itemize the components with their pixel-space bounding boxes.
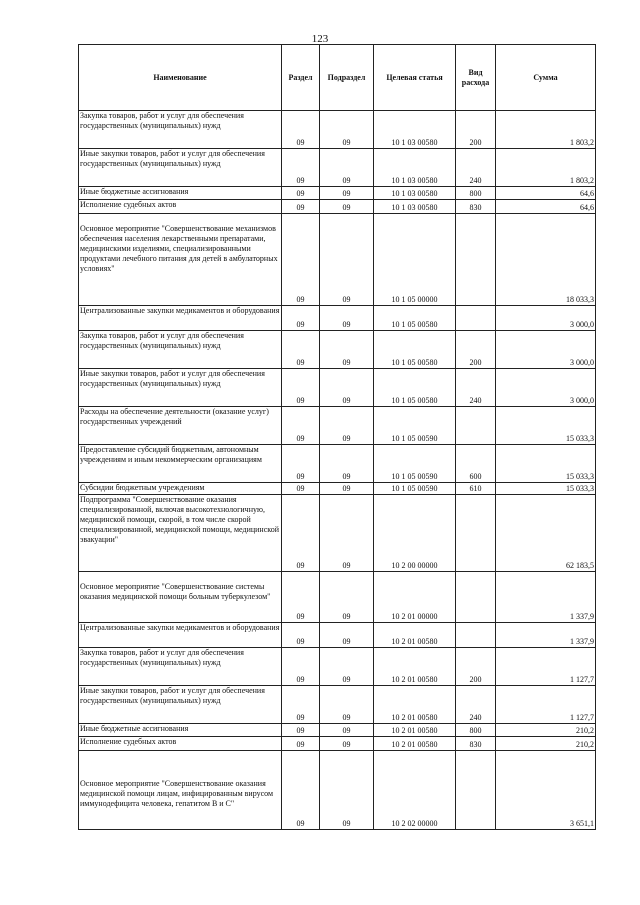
row-type — [456, 623, 496, 648]
header-section: Раздел — [282, 45, 320, 111]
row-target: 10 1 05 00580 — [374, 369, 456, 407]
row-target: 10 2 00 00000 — [374, 495, 456, 572]
row-type — [456, 306, 496, 331]
row-subsection: 09 — [320, 623, 374, 648]
row-section: 09 — [282, 187, 320, 200]
row-name-text: Иные бюджетные ассигнования — [80, 187, 189, 196]
budget-table — [78, 44, 596, 830]
row-section: 09 — [282, 724, 320, 737]
table-row — [79, 483, 596, 495]
row-subsection: 09 — [320, 737, 374, 751]
row-sum: 64,6 — [496, 200, 596, 214]
row-name-text: Закупка товаров, работ и услуг для обеспечения государственных (муниципальных) нужд — [80, 111, 244, 130]
row-section: 09 — [282, 751, 320, 830]
row-name — [79, 686, 282, 724]
row-name — [79, 149, 282, 187]
row-type: 800 — [456, 724, 496, 737]
row-section: 09 — [282, 200, 320, 214]
table-row — [79, 149, 596, 187]
row-name-text: Исполнение судебных актов — [80, 200, 177, 209]
row-section: 09 — [282, 306, 320, 331]
row-target: 10 2 01 00580 — [374, 737, 456, 751]
row-target: 10 1 05 00580 — [374, 306, 456, 331]
row-subsection: 09 — [320, 445, 374, 483]
row-sum: 1 803,2 — [496, 111, 596, 149]
row-name-text: Подпрограмма "Совершенствование оказания специализированной, включая высокотехнологичную, медицинской помощи, скорой, в том числе скорой специализированной, медицинской помощи, медицинской эвакуации" — [80, 495, 280, 544]
row-sum: 1 127,7 — [496, 686, 596, 724]
row-type — [456, 407, 496, 445]
row-sum: 15 033,3 — [496, 407, 596, 445]
row-type: 200 — [456, 111, 496, 149]
row-sum: 64,6 — [496, 187, 596, 200]
row-sum: 1 337,9 — [496, 572, 596, 623]
row-name — [79, 737, 282, 751]
row-name — [79, 214, 282, 306]
row-target: 10 1 03 00580 — [374, 111, 456, 149]
row-sum: 15 033,3 — [496, 445, 596, 483]
page-number: 123 — [311, 33, 329, 45]
row-target: 10 1 05 00580 — [374, 331, 456, 369]
row-name — [79, 111, 282, 149]
row-subsection: 09 — [320, 331, 374, 369]
row-type: 830 — [456, 200, 496, 214]
row-name — [79, 572, 282, 623]
row-section: 09 — [282, 686, 320, 724]
table-row — [79, 495, 596, 572]
row-target: 10 2 01 00580 — [374, 724, 456, 737]
row-name-text: Закупка товаров, работ и услуг для обеспечения государственных (муниципальных) нужд — [80, 648, 244, 667]
row-name — [79, 445, 282, 483]
row-name — [79, 483, 282, 495]
row-name-text: Предоставление субсидий бюджетным, автономным учреждениям и иным некоммерческим организациям — [80, 445, 262, 464]
row-type — [456, 214, 496, 306]
table-row — [79, 331, 596, 369]
row-section: 09 — [282, 445, 320, 483]
table-row — [79, 445, 596, 483]
row-section: 09 — [282, 648, 320, 686]
header-target: Целевая статья — [374, 45, 456, 111]
row-type: 200 — [456, 331, 496, 369]
row-section: 09 — [282, 737, 320, 751]
row-section: 09 — [282, 483, 320, 495]
table-row — [79, 111, 596, 149]
row-target: 10 1 05 00590 — [374, 407, 456, 445]
table-row — [79, 686, 596, 724]
row-name-text: Иные закупки товаров, работ и услуг для обеспечения государственных (муниципальных) нужд — [80, 369, 265, 388]
row-name-text: Закупка товаров, работ и услуг для обеспечения государственных (муниципальных) нужд — [80, 331, 244, 350]
row-subsection: 09 — [320, 149, 374, 187]
row-type: 800 — [456, 187, 496, 200]
row-type: 830 — [456, 737, 496, 751]
row-sum: 1 127,7 — [496, 648, 596, 686]
table-row — [79, 648, 596, 686]
row-sum: 210,2 — [496, 724, 596, 737]
row-type — [456, 495, 496, 572]
row-target: 10 2 01 00580 — [374, 686, 456, 724]
table-row — [79, 369, 596, 407]
row-type: 600 — [456, 445, 496, 483]
row-sum: 62 183,5 — [496, 495, 596, 572]
row-subsection: 09 — [320, 495, 374, 572]
row-name-text: Основное мероприятие "Совершенствование оказания медицинской помощи лицам, инфицированным вирусом иммунодефицита человека, гепатитом В и С" — [80, 779, 274, 808]
row-name — [79, 200, 282, 214]
row-name-text: Иные закупки товаров, работ и услуг для обеспечения государственных (муниципальных) нужд — [80, 149, 265, 168]
row-name — [79, 306, 282, 331]
header-name: Наименование — [79, 45, 282, 111]
row-name-text: Основное мероприятие "Совершенствование системы оказания медицинской помощи больным туберкулезом" — [80, 582, 271, 601]
row-subsection: 09 — [320, 200, 374, 214]
row-sum: 3 000,0 — [496, 306, 596, 331]
row-subsection: 09 — [320, 572, 374, 623]
row-type: 240 — [456, 686, 496, 724]
table-row — [79, 751, 596, 830]
row-name-text: Субсидии бюджетным учреждениям — [80, 483, 205, 492]
row-sum: 18 033,3 — [496, 214, 596, 306]
row-name — [79, 331, 282, 369]
row-target: 10 2 01 00580 — [374, 623, 456, 648]
row-subsection: 09 — [320, 751, 374, 830]
table-row — [79, 572, 596, 623]
row-target: 10 1 05 00590 — [374, 483, 456, 495]
row-name — [79, 407, 282, 445]
row-type: 240 — [456, 149, 496, 187]
table-row — [79, 214, 596, 306]
row-subsection: 09 — [320, 724, 374, 737]
row-name-text: Иные закупки товаров, работ и услуг для обеспечения государственных (муниципальных) нужд — [80, 686, 265, 705]
row-subsection: 09 — [320, 214, 374, 306]
row-sum: 1 337,9 — [496, 623, 596, 648]
row-type: 200 — [456, 648, 496, 686]
row-name — [79, 648, 282, 686]
row-name-text: Иные бюджетные ассигнования — [80, 724, 189, 733]
row-subsection: 09 — [320, 187, 374, 200]
header-sum: Сумма — [496, 45, 596, 111]
row-subsection: 09 — [320, 686, 374, 724]
table-row — [79, 737, 596, 751]
row-section: 09 — [282, 623, 320, 648]
row-name-text: Исполнение судебных актов — [80, 737, 177, 746]
row-subsection: 09 — [320, 407, 374, 445]
row-target: 10 2 01 00000 — [374, 572, 456, 623]
row-subsection: 09 — [320, 306, 374, 331]
table-row — [79, 187, 596, 200]
row-section: 09 — [282, 331, 320, 369]
row-section: 09 — [282, 572, 320, 623]
row-subsection: 09 — [320, 111, 374, 149]
table-header-row — [79, 45, 596, 111]
row-sum: 3 651,1 — [496, 751, 596, 830]
row-name — [79, 369, 282, 407]
row-target: 10 1 03 00580 — [374, 149, 456, 187]
row-target: 10 1 03 00580 — [374, 187, 456, 200]
header-type: Вид расхода — [456, 45, 496, 111]
table-row — [79, 724, 596, 737]
row-name — [79, 623, 282, 648]
row-name — [79, 751, 282, 830]
row-subsection: 09 — [320, 369, 374, 407]
table-row — [79, 306, 596, 331]
table-row — [79, 623, 596, 648]
row-sum: 3 000,0 — [496, 369, 596, 407]
row-section: 09 — [282, 495, 320, 572]
row-name — [79, 724, 282, 737]
table-row — [79, 407, 596, 445]
row-section: 09 — [282, 214, 320, 306]
row-section: 09 — [282, 149, 320, 187]
row-target: 10 2 01 00580 — [374, 648, 456, 686]
row-sum: 3 000,0 — [496, 331, 596, 369]
row-section: 09 — [282, 369, 320, 407]
row-target: 10 1 05 00590 — [374, 445, 456, 483]
row-sum: 210,2 — [496, 737, 596, 751]
row-type: 240 — [456, 369, 496, 407]
row-section: 09 — [282, 407, 320, 445]
row-sum: 1 803,2 — [496, 149, 596, 187]
row-name-text: Расходы на обеспечение деятельности (оказание услуг) государственных учреждений — [80, 407, 269, 426]
row-name-text: Централизованные закупки медикаментов и оборудования — [80, 623, 280, 632]
row-target: 10 1 05 00000 — [374, 214, 456, 306]
row-target: 10 2 02 00000 — [374, 751, 456, 830]
row-sum: 15 033,3 — [496, 483, 596, 495]
row-type — [456, 572, 496, 623]
row-name — [79, 187, 282, 200]
row-name-text: Централизованные закупки медикаментов и оборудования — [80, 306, 280, 315]
row-name-text: Основное мероприятие "Совершенствование механизмов обеспечения населения лекарственными препаратами, медицинскими изделиями, специализированными продуктами лечебного питания для детей в амбулаторных условиях" — [80, 224, 278, 273]
row-type — [456, 751, 496, 830]
row-section: 09 — [282, 111, 320, 149]
row-name — [79, 495, 282, 572]
row-subsection: 09 — [320, 483, 374, 495]
header-subsection: Подраздел — [320, 45, 374, 111]
row-subsection: 09 — [320, 648, 374, 686]
row-target: 10 1 03 00580 — [374, 200, 456, 214]
table-row — [79, 200, 596, 214]
row-type: 610 — [456, 483, 496, 495]
